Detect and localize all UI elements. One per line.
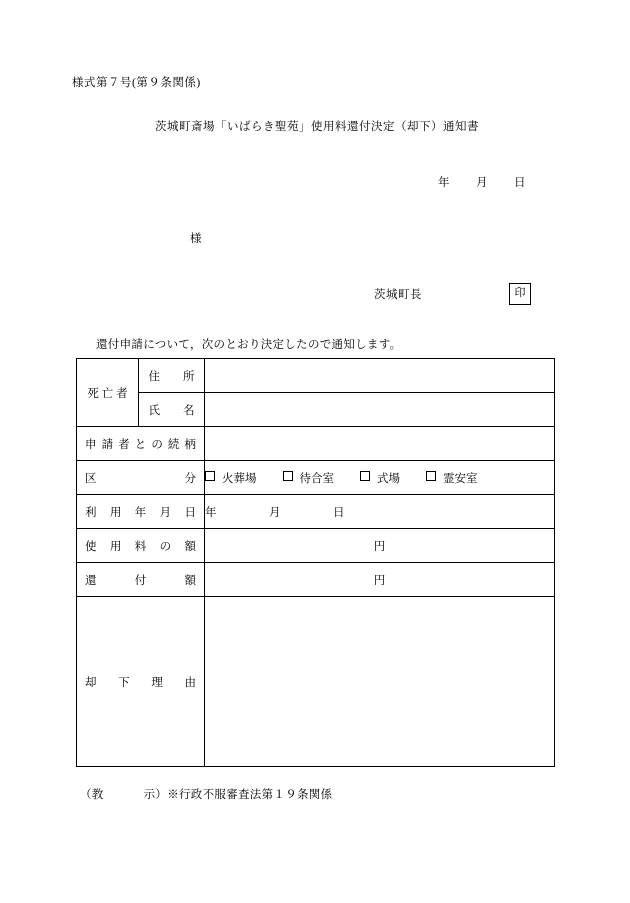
footer-note	[80, 786, 332, 802]
issue-date-line	[438, 174, 526, 190]
use-date-year-label: 年	[205, 506, 217, 519]
category-option-waiting-room[interactable]: 待合室	[283, 470, 335, 486]
row-label-refund-amount: 還 付 額	[77, 563, 205, 597]
row-label-category: 区 分	[77, 461, 205, 495]
date-month-label: 月	[476, 177, 488, 189]
lead-sentence: 還付申請について，次のとおり決定したので通知します。	[96, 339, 402, 351]
use-date-month-label: 月	[269, 506, 281, 519]
field-address-value[interactable]	[205, 359, 555, 393]
table-row	[77, 597, 555, 767]
document-title: 茨城町斎場「いばらき聖苑」使用料還付決定（却下）通知書	[155, 121, 479, 133]
seal-stamp-icon: 印	[509, 283, 531, 305]
checkbox-icon[interactable]	[283, 471, 293, 481]
addressee-suffix: 様	[190, 233, 202, 245]
table-row	[77, 495, 555, 529]
field-category-options[interactable]	[205, 461, 555, 495]
table-row	[77, 461, 555, 495]
field-name-value[interactable]	[205, 393, 555, 427]
notification-table	[76, 358, 555, 767]
table-row	[77, 393, 555, 427]
date-year-label: 年	[438, 177, 450, 189]
table-row	[77, 563, 555, 597]
category-option-ceremony-hall[interactable]: 式場	[360, 470, 400, 486]
field-rejection-reason-value[interactable]	[205, 597, 555, 767]
field-refund-amount-value[interactable]: 円	[205, 563, 555, 597]
use-date-day-label: 日	[333, 506, 345, 519]
field-relationship-value[interactable]	[205, 427, 555, 461]
footer-note-part1: （教	[80, 789, 104, 801]
checkbox-icon[interactable]	[205, 471, 215, 481]
checkbox-icon[interactable]	[426, 471, 436, 481]
row-label-name: 氏 名	[139, 393, 205, 427]
checkbox-icon[interactable]	[360, 471, 370, 481]
row-label-rejection-reason: 却 下 理 由	[77, 597, 205, 767]
footer-note-part2: 示）※行政不服審査法第１９条関係	[143, 789, 333, 801]
issuer-name: 茨城町長	[374, 289, 422, 301]
row-label-fee-amount: 使 用 料 の 額	[77, 529, 205, 563]
field-fee-amount-value[interactable]: 円	[205, 529, 555, 563]
row-label-address: 住 所	[139, 359, 205, 393]
row-label-relationship: 申請者との続柄	[77, 427, 205, 461]
category-option-crematorium[interactable]: 火葬場	[205, 470, 257, 486]
table-row	[77, 529, 555, 563]
category-option-mortuary[interactable]: 霊安室	[426, 470, 478, 486]
table-row	[77, 359, 555, 393]
row-label-use-date: 利 用 年 月 日	[77, 495, 205, 529]
date-day-label: 日	[514, 177, 526, 189]
field-use-date-value[interactable]	[205, 495, 555, 529]
table-row	[77, 427, 555, 461]
row-label-deceased: 死 亡 者	[77, 359, 139, 427]
form-number: 様式第７号(第９条関係)	[72, 77, 201, 89]
